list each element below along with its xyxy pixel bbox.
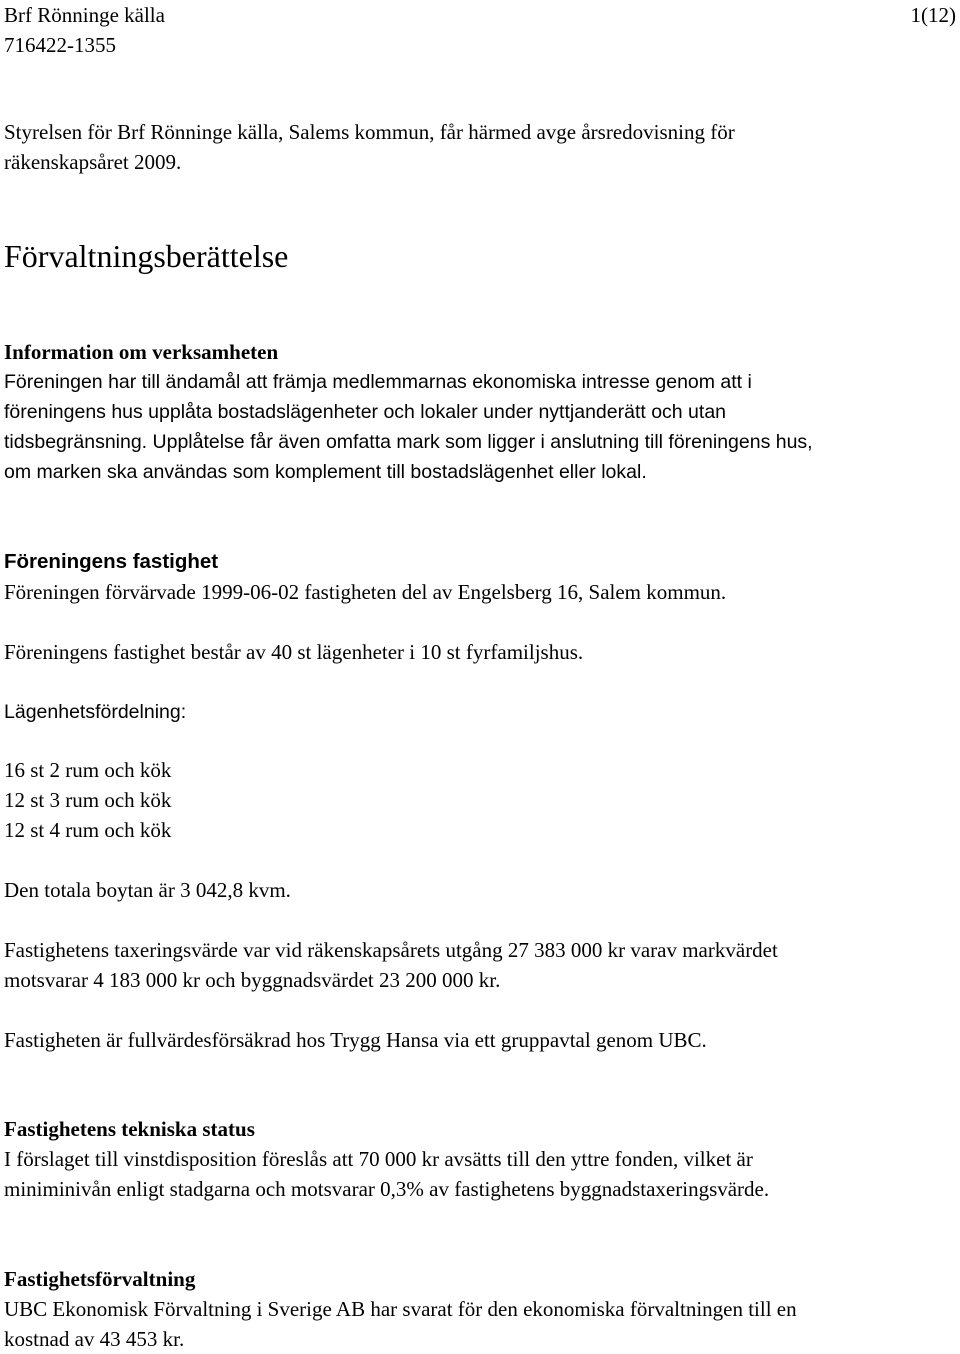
- info-line: föreningens hus upplåta bostadslägenheter och lokaler under nyttjanderätt och utan: [4, 401, 727, 423]
- info-section: [4, 337, 958, 487]
- valuation-line: Fastighetens taxeringsvärde var vid räkenskapsårets utgång 27 383 000 kr varav markvärdet: [4, 938, 778, 962]
- property-heading: Föreningens fastighet: [4, 550, 219, 573]
- page-number: 1(12): [910, 3, 956, 27]
- list-item: 16 st 2 rum och kök: [4, 758, 172, 782]
- insurance-paragraph: Fastigheten är fullvärdesförsäkrad hos Trygg Hansa via ett gruppavtal genom UBC.: [4, 1028, 707, 1052]
- info-line: Föreningen har till ändamål att främja medlemmarnas ekonomiska intresse genom att i: [4, 371, 752, 393]
- page-header: [4, 0, 956, 60]
- intro-paragraph: [4, 117, 958, 177]
- intro-line: räkenskapsåret 2009.: [4, 150, 182, 174]
- management-line: kostnad av 43 453 kr.: [4, 1327, 185, 1351]
- management-line: UBC Ekonomisk Förvaltning i Sverige AB har svarat för den ekonomiska förvaltningen till en: [4, 1297, 797, 1321]
- property-consists: Föreningens fastighet består av 40 st lägenheter i 10 st fyrfamiljshus.: [4, 640, 584, 664]
- org-info: [4, 0, 165, 60]
- technical-section: [4, 1114, 958, 1204]
- distribution-list: [4, 755, 958, 845]
- property-section: [4, 547, 958, 607]
- info-line: tidsbegränsning. Upplåtelse får även omfatta mark som ligger i anslutning till föreningens hus,: [4, 431, 813, 453]
- technical-line: I förslaget till vinstdisposition föreslås att 70 000 kr avsätts till den yttre fonden, vilket är: [4, 1147, 753, 1171]
- technical-heading: Fastighetens tekniska status: [4, 1117, 255, 1141]
- info-body: [4, 367, 958, 487]
- total-area: Den totala boytan är 3 042,8 kvm.: [4, 878, 291, 902]
- management-section: [4, 1264, 958, 1354]
- info-line: om marken ska användas som komplement till bostadslägenhet eller lokal.: [4, 461, 647, 483]
- property-acquired: Föreningen förvärvade 1999-06-02 fastigheten del av Engelsberg 16, Salem kommun.: [4, 580, 727, 604]
- document-title: Förvaltningsberättelse: [4, 238, 289, 274]
- info-heading: Information om verksamheten: [4, 340, 279, 364]
- org-name: Brf Rönninge källa: [4, 3, 165, 27]
- technical-line: miniminivån enligt stadgarna och motsvarar 0,3% av fastighetens byggnadstaxeringsvärde.: [4, 1177, 770, 1201]
- intro-line: Styrelsen för Brf Rönninge källa, Salems kommun, får härmed avge årsredovisning för: [4, 120, 735, 144]
- org-number: 716422-1355: [4, 33, 116, 57]
- list-item: 12 st 3 rum och kök: [4, 788, 172, 812]
- valuation-line: motsvarar 4 183 000 kr och byggnadsvärdet 23 200 000 kr.: [4, 968, 501, 992]
- valuation-paragraph: [4, 935, 958, 995]
- list-item: 12 st 4 rum och kök: [4, 818, 172, 842]
- management-heading: Fastighetsförvaltning: [4, 1267, 196, 1291]
- distribution-label: Lägenhetsfördelning:: [4, 701, 187, 723]
